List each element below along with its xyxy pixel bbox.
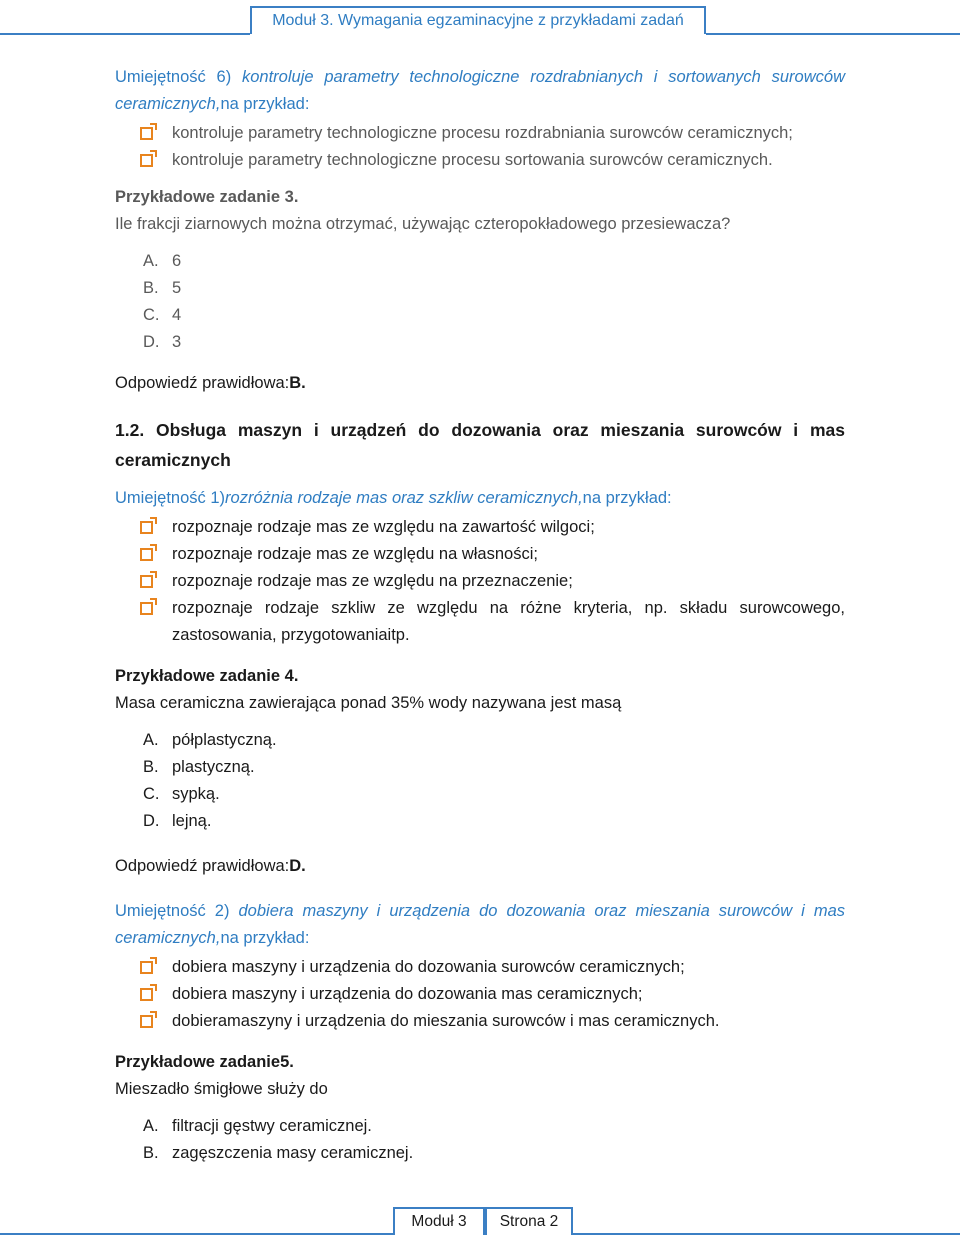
option-item [115,275,845,302]
skill-6-heading [115,64,845,118]
answer-value: B. [289,374,306,392]
option-text: zagęszczenia masy ceramicznej. [172,1144,414,1162]
list-item-text: rozpoznaje rodzaje mas ze względu na zawartość wilgoci; [172,518,595,536]
option-text: filtracji gęstwy ceramicznej. [172,1117,372,1135]
option-letter: C. [143,306,160,324]
task-4-title: Przykładowe zadanie 4. [115,667,299,685]
list-item [115,954,845,981]
list-item [115,120,845,147]
list-item-text: kontroluje parametry technologiczne procesu sortowania surowców ceramicznych. [172,151,773,169]
header-rule-left [0,33,250,35]
skill-6-prefix: Umiejętność 6) [115,68,242,86]
task-4-question: Masa ceramiczna zawierająca ponad 35% wody nazywana jest masą [115,694,622,712]
option-item [115,808,845,835]
option-letter: A. [143,1117,159,1135]
list-item [115,595,845,649]
list-item [115,1008,845,1035]
list-item [115,514,845,541]
list-item-text: dobiera maszyny i urządzenia do dozowania surowców ceramicznych; [172,958,685,976]
skill-2-suffix: na przykład: [220,929,310,947]
list-item [115,981,845,1008]
checkbox-bullet-icon [140,548,153,561]
option-letter: B. [143,279,159,297]
option-text: sypką. [172,785,220,803]
option-letter: D. [143,812,160,830]
option-text: półplastyczną. [172,731,277,749]
checkbox-bullet-icon [140,988,153,1001]
option-item [115,1113,845,1140]
answer-value: D. [289,857,306,875]
option-letter: A. [143,731,159,749]
checkbox-bullet-icon [140,602,153,615]
skill-2-prefix: Umiejętność 2) [115,902,239,920]
option-letter: C. [143,785,160,803]
skill-6-suffix: na przykład: [220,95,310,113]
page-header-title: Moduł 3. Wymagania egzaminacyjne z przykładami zadań [250,6,706,34]
task-3-options [115,248,845,356]
checkbox-bullet-icon [140,1015,153,1028]
option-letter: A. [143,252,159,270]
list-item [115,541,845,568]
option-text: 6 [172,252,182,270]
list-item-text: dobiera maszyny i urządzenia do dozowania mas ceramicznych; [172,985,643,1003]
option-text: 5 [172,279,182,297]
option-item [115,1140,845,1167]
answer-label: Odpowiedź prawidłowa: [115,857,290,875]
list-item-text: rozpoznaje rodzaje szkliw ze względu na różne kryteria, np. składu surowcowego, zastosowania, przygotowaniaitp. [172,599,845,644]
task-3-answer [115,370,845,397]
option-item [115,781,845,808]
skill-2-italic: dobiera maszyny i urządzenia do dozowania oraz mieszania surowców i mas ceramicznych, [115,902,846,947]
checkbox-bullet-icon [140,961,153,974]
option-letter: B. [143,758,159,776]
task-3-question: Ile frakcji ziarnowych można otrzymać, używając czteropokładowego przesiewacza? [115,215,731,233]
skill-1-suffix: na przykład: [582,489,672,507]
list-item-text: dobieramaszyny i urządzenia do mieszania surowców i mas ceramicznych. [172,1012,720,1030]
footer-module: Moduł 3 [393,1207,485,1235]
list-item-text: rozpoznaje rodzaje mas ze względu na własności; [172,545,538,563]
list-item-text: kontroluje parametry technologiczne procesu rozdrabniania surowców ceramicznych; [172,124,793,142]
skill-1-prefix: Umiejętność 1) [115,489,226,507]
checkbox-bullet-icon [140,521,153,534]
checkbox-bullet-icon [140,154,153,167]
skill-1-list [115,514,845,649]
option-letter: B. [143,1144,159,1162]
option-letter: D. [143,333,160,351]
task-5-options [115,1113,845,1167]
footer-page-number: Strona 2 [485,1207,573,1235]
footer-rule-right [573,1233,960,1235]
list-item [115,147,845,174]
skill-1-heading [115,485,845,512]
skill-1-italic: rozróżnia rodzaje mas oraz szkliw ceramicznych, [225,489,583,507]
option-text: plastyczną. [172,758,255,776]
task-4-answer [115,853,845,880]
footer-rule-left [0,1233,393,1235]
skill-6-list [115,120,845,174]
task-5-question: Mieszadło śmigłowe służy do [115,1080,328,1098]
option-text: 3 [172,333,182,351]
section-1-2-title: 1.2. Obsługa maszyn i urządzeń do dozowania oraz mieszania surowców i mas ceramicznych [115,420,845,470]
list-item [115,568,845,595]
skill-2-list [115,954,845,1035]
option-item [115,248,845,275]
option-item [115,302,845,329]
option-text: 4 [172,306,182,324]
answer-label: Odpowiedź prawidłowa: [115,374,290,392]
checkbox-bullet-icon [140,575,153,588]
task-3-title: Przykładowe zadanie 3. [115,188,299,206]
task-4-options [115,727,845,835]
header-rule-right [706,33,960,35]
main-content [115,64,845,1167]
list-item-text: rozpoznaje rodzaje mas ze względu na przeznaczenie; [172,572,573,590]
checkbox-bullet-icon [140,127,153,140]
task-5-title: Przykładowe zadanie5. [115,1053,294,1071]
skill-2-heading [115,898,845,952]
option-item [115,329,845,356]
option-item [115,754,845,781]
option-text: lejną. [172,812,212,830]
skill-6-italic: kontroluje parametry technologiczne rozdrabnianych i sortowanych surowców ceramicznych, [115,68,845,113]
option-item [115,727,845,754]
